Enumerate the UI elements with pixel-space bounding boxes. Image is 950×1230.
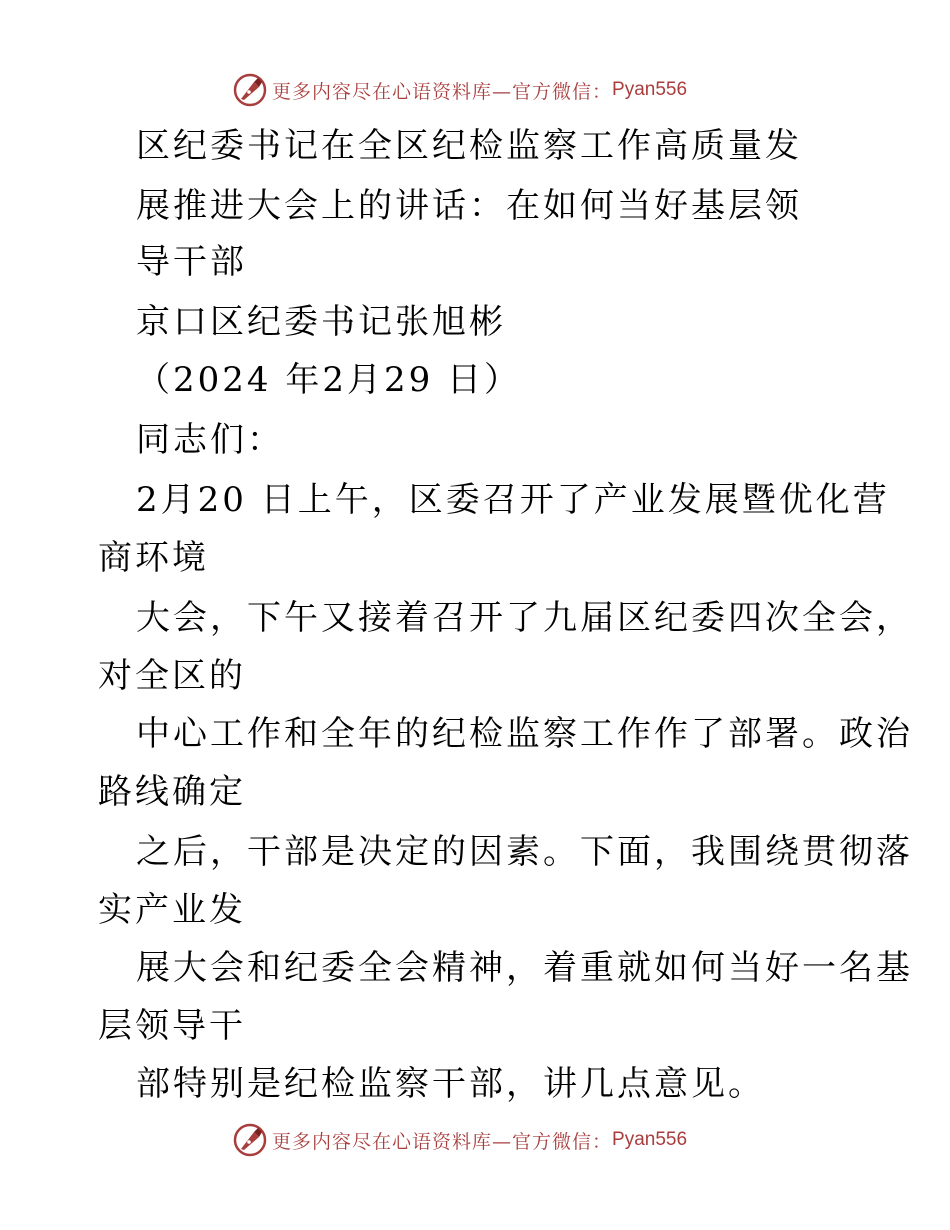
pen-nib-logo-icon bbox=[232, 1122, 268, 1158]
pen-nib-logo-icon bbox=[232, 72, 268, 108]
body-line: 中心工作和全年的纪检监察工作作了部署。政治 bbox=[136, 714, 913, 754]
body-line: 层领导干 bbox=[98, 1006, 246, 1046]
title-line-1: 区纪委书记在全区纪检监察工作高质量发 bbox=[136, 126, 802, 166]
body-line: 展大会和纪委全会精神，着重就如何当好一名基 bbox=[136, 948, 913, 988]
watermark-wechat-id: Pyan556 bbox=[612, 79, 688, 100]
body-line: 大会，下午又接着召开了九届区纪委四次全会， bbox=[136, 598, 913, 638]
salutation-line: 同志们： bbox=[136, 420, 284, 460]
body-line: 2月20 日上午，区委召开了产业发展暨优化营 bbox=[136, 480, 890, 520]
author-line: 京口区纪委书记张旭彬 bbox=[136, 302, 506, 342]
watermark-text: 更多内容尽在心语资料库—官方微信： bbox=[272, 80, 613, 103]
body-line: 部特别是纪检监察干部，讲几点意见。 bbox=[136, 1064, 765, 1104]
watermark-wechat-id: Pyan556 bbox=[612, 1129, 688, 1150]
title-line-3: 导干部 bbox=[136, 242, 247, 282]
date-line: （2024 年2月29 日） bbox=[136, 360, 522, 400]
footer-watermark bbox=[232, 1122, 687, 1158]
body-line: 对全区的 bbox=[98, 656, 246, 696]
body-line: 商环境 bbox=[98, 538, 209, 578]
body-line: 路线确定 bbox=[98, 772, 246, 812]
body-line: 之后，干部是决定的因素。下面，我围绕贯彻落 bbox=[136, 832, 913, 872]
body-line: 实产业发 bbox=[98, 890, 246, 930]
watermark-text: 更多内容尽在心语资料库—官方微信： bbox=[272, 1130, 613, 1153]
header-watermark bbox=[232, 72, 687, 108]
title-line-2: 展推进大会上的讲话：在如何当好基层领 bbox=[136, 186, 802, 226]
